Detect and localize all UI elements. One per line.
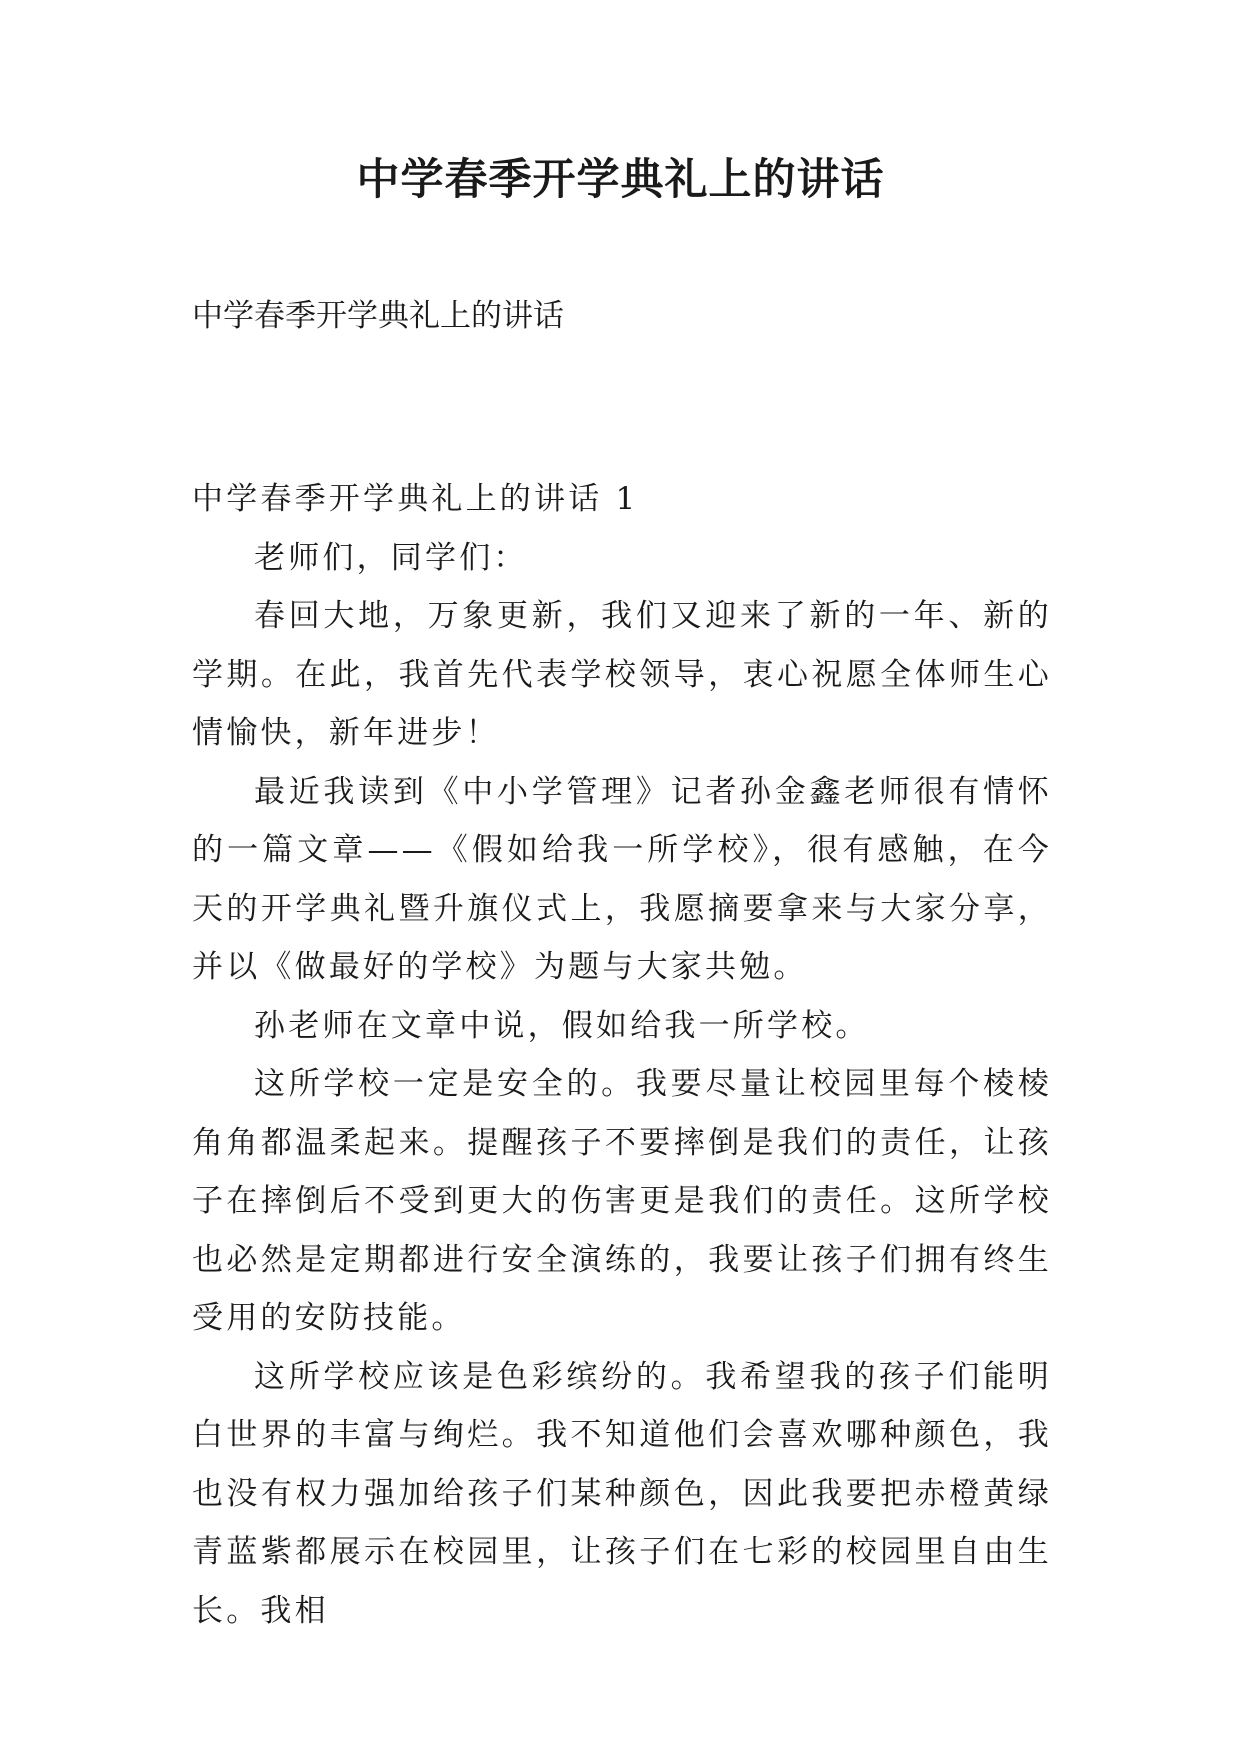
- document-subtitle: 中学春季开学典礼上的讲话: [192, 298, 564, 334]
- paragraph-2: 最近我读到《中小学管理》记者孙金鑫老师很有情怀的一篇文章——《假如给我一所学校》，很有感触，在今天的开学典礼暨升旗仪式上，我愿摘要拿来与大家分享，并以《做最好的学校》为题与大家共勉。: [192, 773, 1052, 985]
- section-heading: 中学春季开学典礼上的讲话 1: [192, 481, 639, 517]
- document-title: 中学春季开学典礼上的讲话: [356, 155, 885, 205]
- paragraph-5: 这所学校应该是色彩缤纷的。我希望我的孩子们能明白世界的丰富与绚烂。我不知道他们会喜欢哪种颜色，我也没有权力强加给孩子们某种颜色，因此我要把赤橙黄绿青蓝紫都展示在校园里，让孩子们在七彩的校园里自由生长。我相: [192, 1358, 1052, 1629]
- paragraph-4: 这所学校一定是安全的。我要尽量让校园里每个棱棱角角都温柔起来。提醒孩子不要摔倒是我们的责任，让孩子在摔倒后不受到更大的伤害更是我们的责任。这所学校也必然是定期都进行安全演练的，我要让孩子们拥有终生受用的安防技能。: [192, 1066, 1052, 1336]
- paragraph-greeting: 老师们，同学们：: [254, 539, 528, 576]
- paragraph-1: 春回大地，万象更新，我们又迎来了新的一年、新的学期。在此，我首先代表学校领导，衷心祝愿全体师生心情愉快，新年进步！: [192, 598, 1052, 751]
- document-body: [192, 470, 1052, 1640]
- paragraph-3: 孙老师在文章中说，假如给我一所学校。: [254, 1007, 870, 1044]
